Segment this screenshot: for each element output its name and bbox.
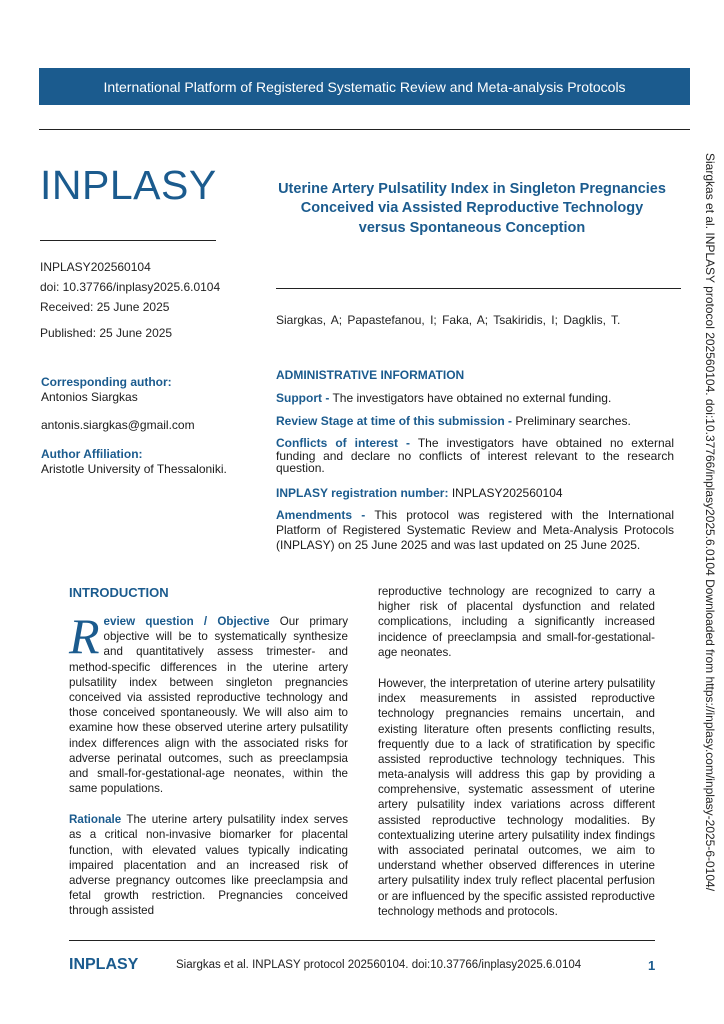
received-date: Received: 25 June 2025	[40, 300, 170, 314]
left-column	[69, 608, 349, 919]
amendments-label: Amendments -	[276, 508, 366, 522]
support-block	[276, 391, 674, 405]
review-question-label: eview question / Objective	[103, 615, 270, 628]
rationale-label: Rationale	[69, 813, 122, 827]
interpretation-paragraph: However, the interpretation of uterine artery pulsatility index measurements in assisted reproductive technology pregnancies remains uncertain, and existing literature often presents conflicting results, frequently due to a lack of stratification by specific assisted reproductive technology techniques. This meta-analysis will address this gap by providing a comprehensive, systematic assessment of uterine artery pulsatility index variations across different assisted reproductive technology modalities. By contextualizing uterine artery pulsatility index findings with associated perinatal outcomes, we aim to understand whether observed differences in uterine artery pulsatility index truly reflect placental perfusion or are influenced by the specific assisted reproductive technology methods and protocols.	[378, 676, 655, 918]
footer-logo: INPLASY	[69, 956, 139, 973]
right-column	[378, 584, 655, 919]
admin-heading: ADMINISTRATIVE INFORMATION	[276, 368, 465, 382]
rationale-text: The uterine artery pulsatility index serves as a critical non-invasive biomarker for placental function, with elevated values typically indicating impaired placentation and an increased risk of adverse pregnancy outcomes like preeclampsia and fetal growth restriction. Pregnancies conceived through assisted	[69, 813, 349, 918]
rationale-paragraph	[69, 812, 348, 918]
rationale-continued-text: reproductive technology are recognized to carry a higher risk of placental dysfunction and related complications, including a significantly increased incidence of preeclampsia and small-for-gestational-age neonates.	[378, 585, 655, 659]
footer-divider	[69, 940, 655, 941]
review-stage-block	[276, 414, 674, 428]
corresponding-author-name: Antonios Siargkas	[41, 390, 138, 404]
registration-id: INPLASY202560104	[40, 260, 151, 274]
support-label: Support -	[276, 391, 330, 405]
corresponding-author-label: Corresponding author:	[41, 375, 172, 389]
page-number: 1	[648, 958, 656, 973]
amendments-block	[276, 508, 674, 554]
side-citation: Siargkas et al. INPLASY protocol 202560104. doi:10.37766/inplasy2025.6.0104 Downloaded from https://inplasy.com/inplasy-2025-6-0104/	[703, 153, 717, 892]
drop-cap: R	[69, 608, 100, 664]
banner-text: International Platform of Registered Systematic Review and Meta-analysis Protocols	[103, 78, 626, 95]
header-banner	[39, 68, 690, 105]
affiliation-value: Aristotle University of Thessaloniki.	[41, 462, 227, 476]
review-question-text: Our primary objective will be to systematically synthesize and quantitatively assess trimester- and method-specific differences in the uterine artery pulsatility index between singleton pregnancies conceived via assisted reproductive technology and those conceived spontaneously. We will also aim to examine how these observed uterine artery pulsatility index differences align with the associated risks for adverse perinatal outcomes, such as preeclampsia and small-for-gestational-age neonates, within the same populations.	[69, 615, 348, 796]
top-divider	[39, 129, 690, 130]
conflicts-text: The investigators have obtained no external funding and declare no conflicts of interest relevant to the research question.	[276, 436, 674, 476]
review-stage-text: Preliminary searches.	[515, 414, 631, 428]
doi-link[interactable]: doi: 10.37766/inplasy2025.6.0104	[40, 280, 221, 294]
paper-title: Uterine Artery Pulsatility Index in Singleton Pregnancies Conceived via Assisted Reproductive Technology versus Spontaneous Conception	[278, 181, 666, 236]
footer-citation: Siargkas et al. INPLASY protocol 202560104. doi:10.37766/inplasy2025.6.0104	[176, 959, 582, 971]
registration-number-label: INPLASY registration number:	[276, 486, 449, 500]
conflicts-block	[276, 437, 674, 475]
review-question-paragraph	[69, 608, 348, 796]
conflicts-label: Conflicts of interest -	[276, 436, 411, 450]
published-date: Published: 25 June 2025	[40, 326, 173, 340]
title-divider	[276, 288, 681, 289]
amendments-text: This protocol was registered with the International Platform of Registered Systematic Review and Meta-Analysis Protocols (INPLASY) on 25 June 2025 and was last updated on 25 June 2025.	[276, 508, 675, 553]
corresponding-author-email[interactable]: antonis.siargkas@gmail.com	[41, 418, 195, 432]
introduction-heading: INTRODUCTION	[69, 585, 169, 600]
affiliation-label: Author Affiliation:	[41, 447, 143, 461]
logo-divider	[40, 240, 216, 241]
review-stage-label: Review Stage at time of this submission -	[276, 414, 513, 428]
rationale-continued-paragraph	[378, 584, 655, 660]
registration-number-block	[276, 486, 674, 500]
registration-number-text: INPLASY202560104	[451, 486, 563, 500]
author-list: Siargkas, A; Papastefanou, I; Faka, A; Tsakiridis, I; Dagklis, T.	[276, 313, 621, 327]
support-text: The investigators have obtained no external funding.	[332, 391, 612, 405]
inplasy-logo: INPLASY	[40, 162, 217, 208]
